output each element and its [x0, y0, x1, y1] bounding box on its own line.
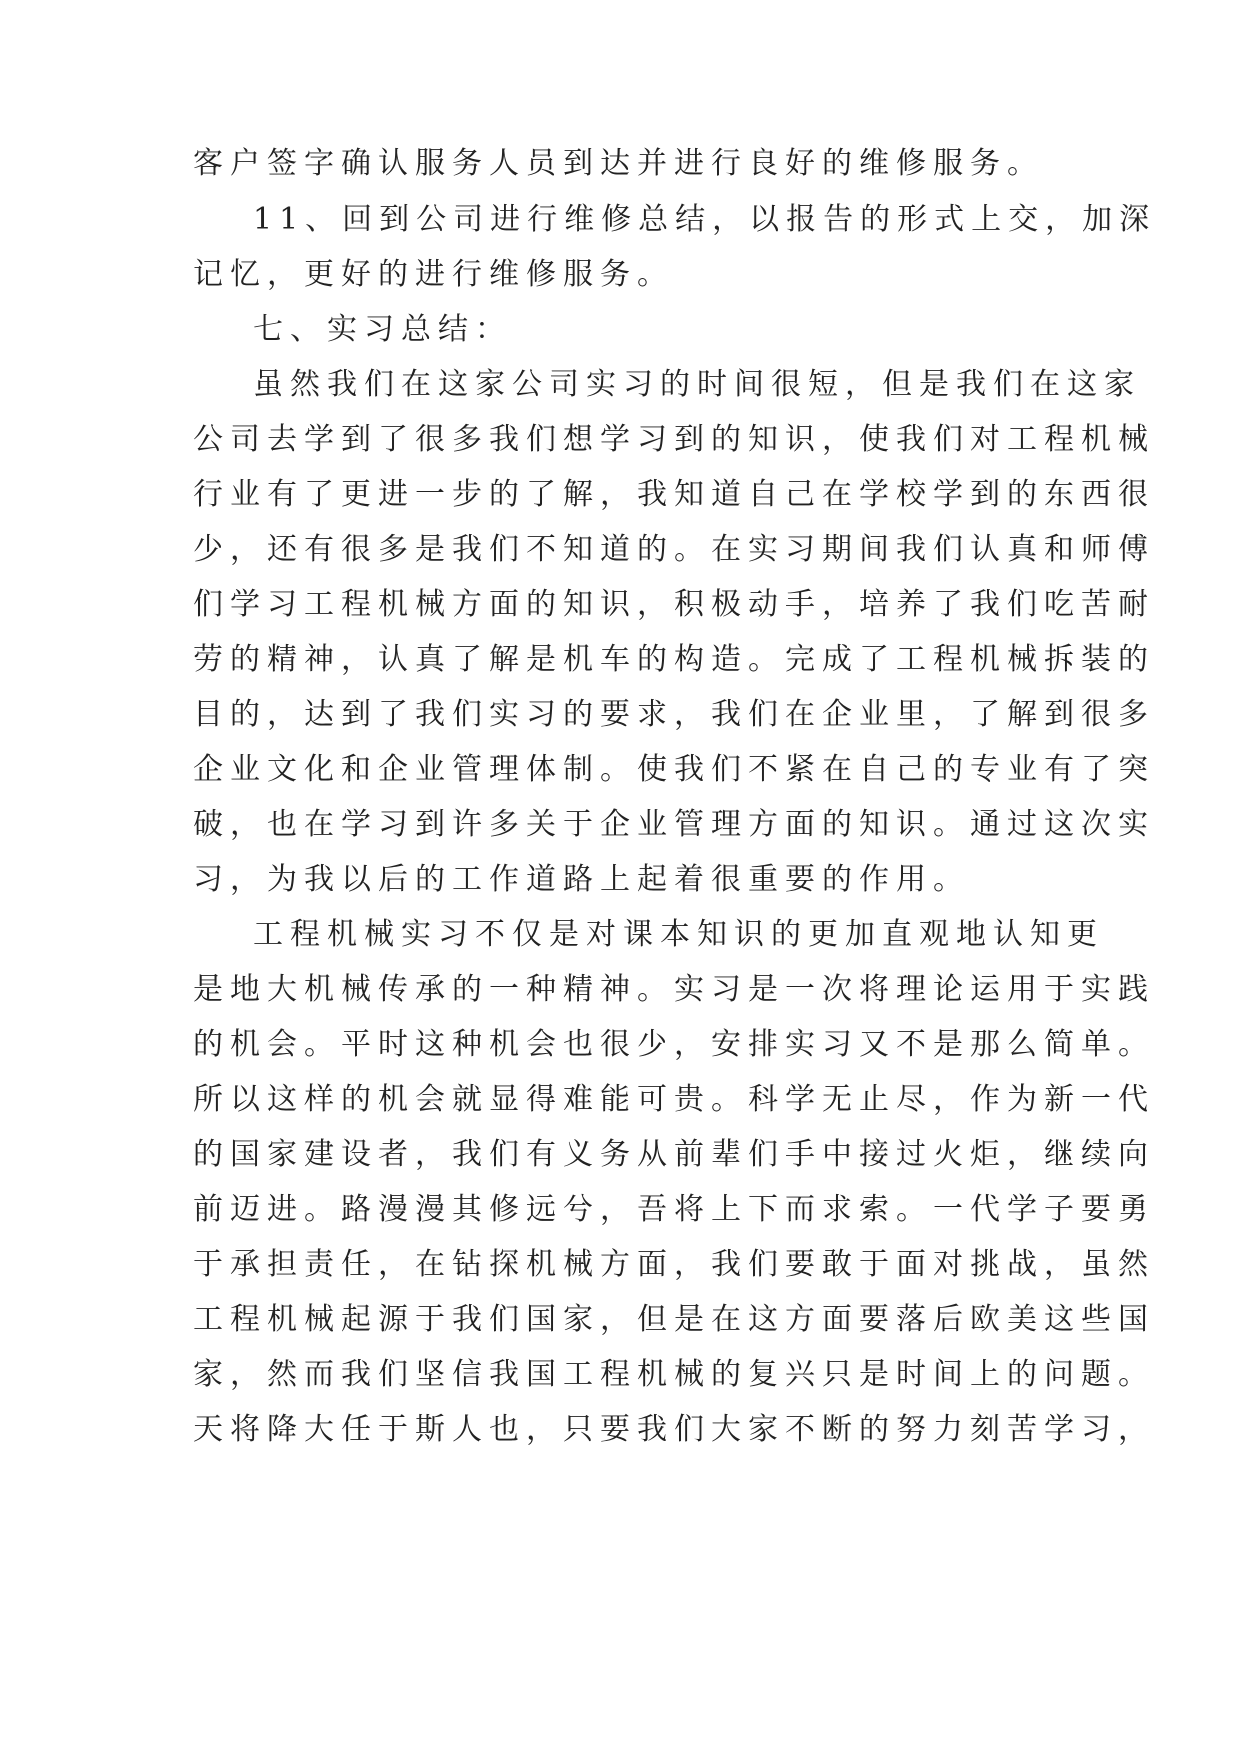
- text-line: 天将降大任于斯人也，只要我们大家不断的努力刻苦学习，: [193, 1412, 1155, 1447]
- text-line: 11、回到公司进行维修总结，以报告的形式上交，加深: [253, 202, 1157, 237]
- text-line: 企业文化和企业管理体制。使我们不紧在自己的专业有了突: [193, 752, 1155, 787]
- text-line: 少，还有很多是我们不知道的。在实习期间我们认真和师傅: [193, 532, 1155, 567]
- text-line: 虽然我们在这家公司实习的时间很短，但是我们在这家: [253, 367, 1141, 402]
- text-line: 们学习工程机械方面的知识，积极动手，培养了我们吃苦耐: [193, 587, 1155, 622]
- text-line: 的机会。平时这种机会也很少，安排实习又不是那么简单。: [193, 1027, 1155, 1062]
- text-line: 记忆，更好的进行维修服务。: [193, 257, 674, 292]
- section-heading: 七、实习总结：: [253, 312, 512, 347]
- text-line: 家，然而我们坚信我国工程机械的复兴只是时间上的问题。: [193, 1357, 1155, 1392]
- text-line: 破，也在学习到许多关于企业管理方面的知识。通过这次实: [193, 807, 1155, 842]
- text-line: 劳的精神，认真了解是机车的构造。完成了工程机械拆装的: [193, 642, 1155, 677]
- text-line: 公司去学到了很多我们想学习到的知识，使我们对工程机械: [193, 422, 1155, 457]
- text-line: 于承担责任，在钻探机械方面，我们要敢于面对挑战，虽然: [193, 1247, 1155, 1282]
- text-line: 工程机械起源于我们国家，但是在这方面要落后欧美这些国: [193, 1302, 1155, 1337]
- text-line: 所以这样的机会就显得难能可贵。科学无止尽，作为新一代: [193, 1082, 1155, 1117]
- text-line: 前迈进。路漫漫其修远兮，吾将上下而求索。一代学子要勇: [193, 1192, 1155, 1227]
- text-line: 的国家建设者，我们有义务从前辈们手中接过火炬，继续向: [193, 1137, 1155, 1172]
- text-line: 是地大机械传承的一种精神。实习是一次将理论运用于实践: [193, 972, 1155, 1007]
- text-line: 行业有了更进一步的了解，我知道自己在学校学到的东西很: [193, 477, 1155, 512]
- text-line: 工程机械实习不仅是对课本知识的更加直观地认知更: [253, 917, 1104, 952]
- text-line: 目的，达到了我们实习的要求，我们在企业里，了解到很多: [193, 697, 1155, 732]
- text-line: 客户签字确认服务人员到达并进行良好的维修服务。: [193, 146, 1044, 181]
- text-line: 习，为我以后的工作道路上起着很重要的作用。: [193, 862, 970, 897]
